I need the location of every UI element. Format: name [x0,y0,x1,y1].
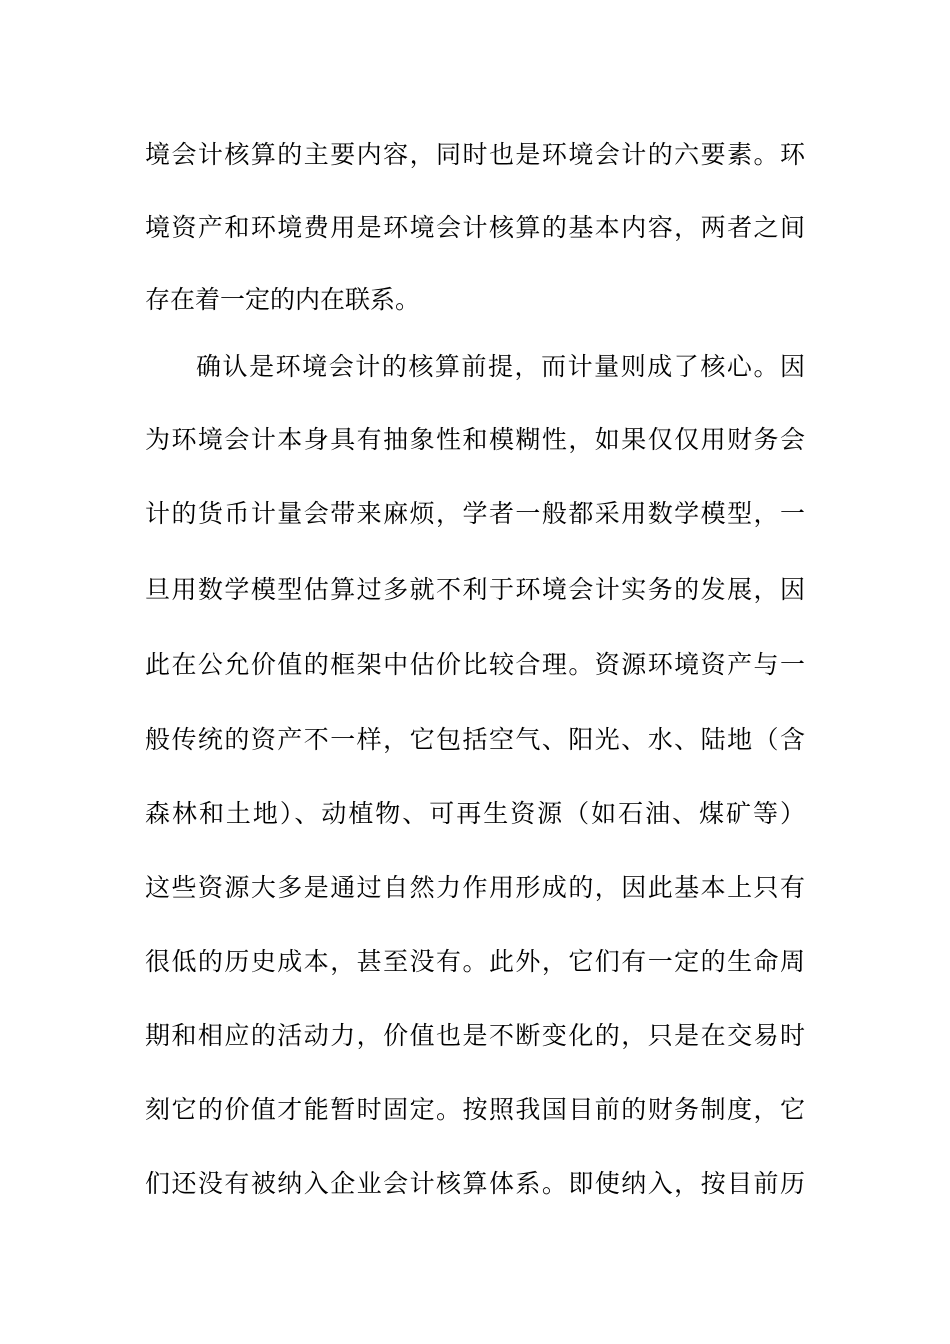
paragraph-2-line-8: 这些资源大多是通过自然力作用形成的，因此基本上只有 [145,873,805,902]
paragraph-2-line-6: 般传统的资产不一样，它包括空气、阳光、水、陆地（含 [145,725,805,754]
paragraph-2-line-5: 此在公允价值的框架中估价比较合理。资源环境资产与一 [145,650,805,679]
paragraph-1-line-2: 境资产和环境费用是环境会计核算的基本内容，两者之间 [145,213,805,242]
paragraph-2-line-4: 旦用数学模型估算过多就不利于环境会计实务的发展，因 [145,575,805,604]
paragraph-2-line-11: 刻它的价值才能暂时固定。按照我国目前的财务制度，它 [145,1095,805,1124]
paragraph-2-line-3: 计的货币计量会带来麻烦，学者一般都采用数学模型，一 [145,499,805,528]
paragraph-2-line-12: 们还没有被纳入企业会计核算体系。即使纳入，按目前历 [145,1169,805,1198]
paragraph-2-line-9: 很低的历史成本，甚至没有。此外，它们有一定的生命周 [145,947,805,976]
paragraph-2-line-2: 为环境会计本身具有抽象性和模糊性，如果仅仅用财务会 [145,425,805,454]
paragraph-2-line-7: 森林和土地）、动植物、可再生资源（如石油、煤矿等） [145,799,805,828]
paragraph-2-line-1: 确认是环境会计的核算前提，而计量则成了核心。因 [196,352,805,381]
paragraph-1-line-3: 存在着一定的内在联系。 [145,285,421,314]
paragraph-1-line-1: 境会计核算的主要内容，同时也是环境会计的六要素。环 [145,140,805,169]
paragraph-2-line-10: 期和相应的活动力，价值也是不断变化的，只是在交易时 [145,1021,805,1050]
